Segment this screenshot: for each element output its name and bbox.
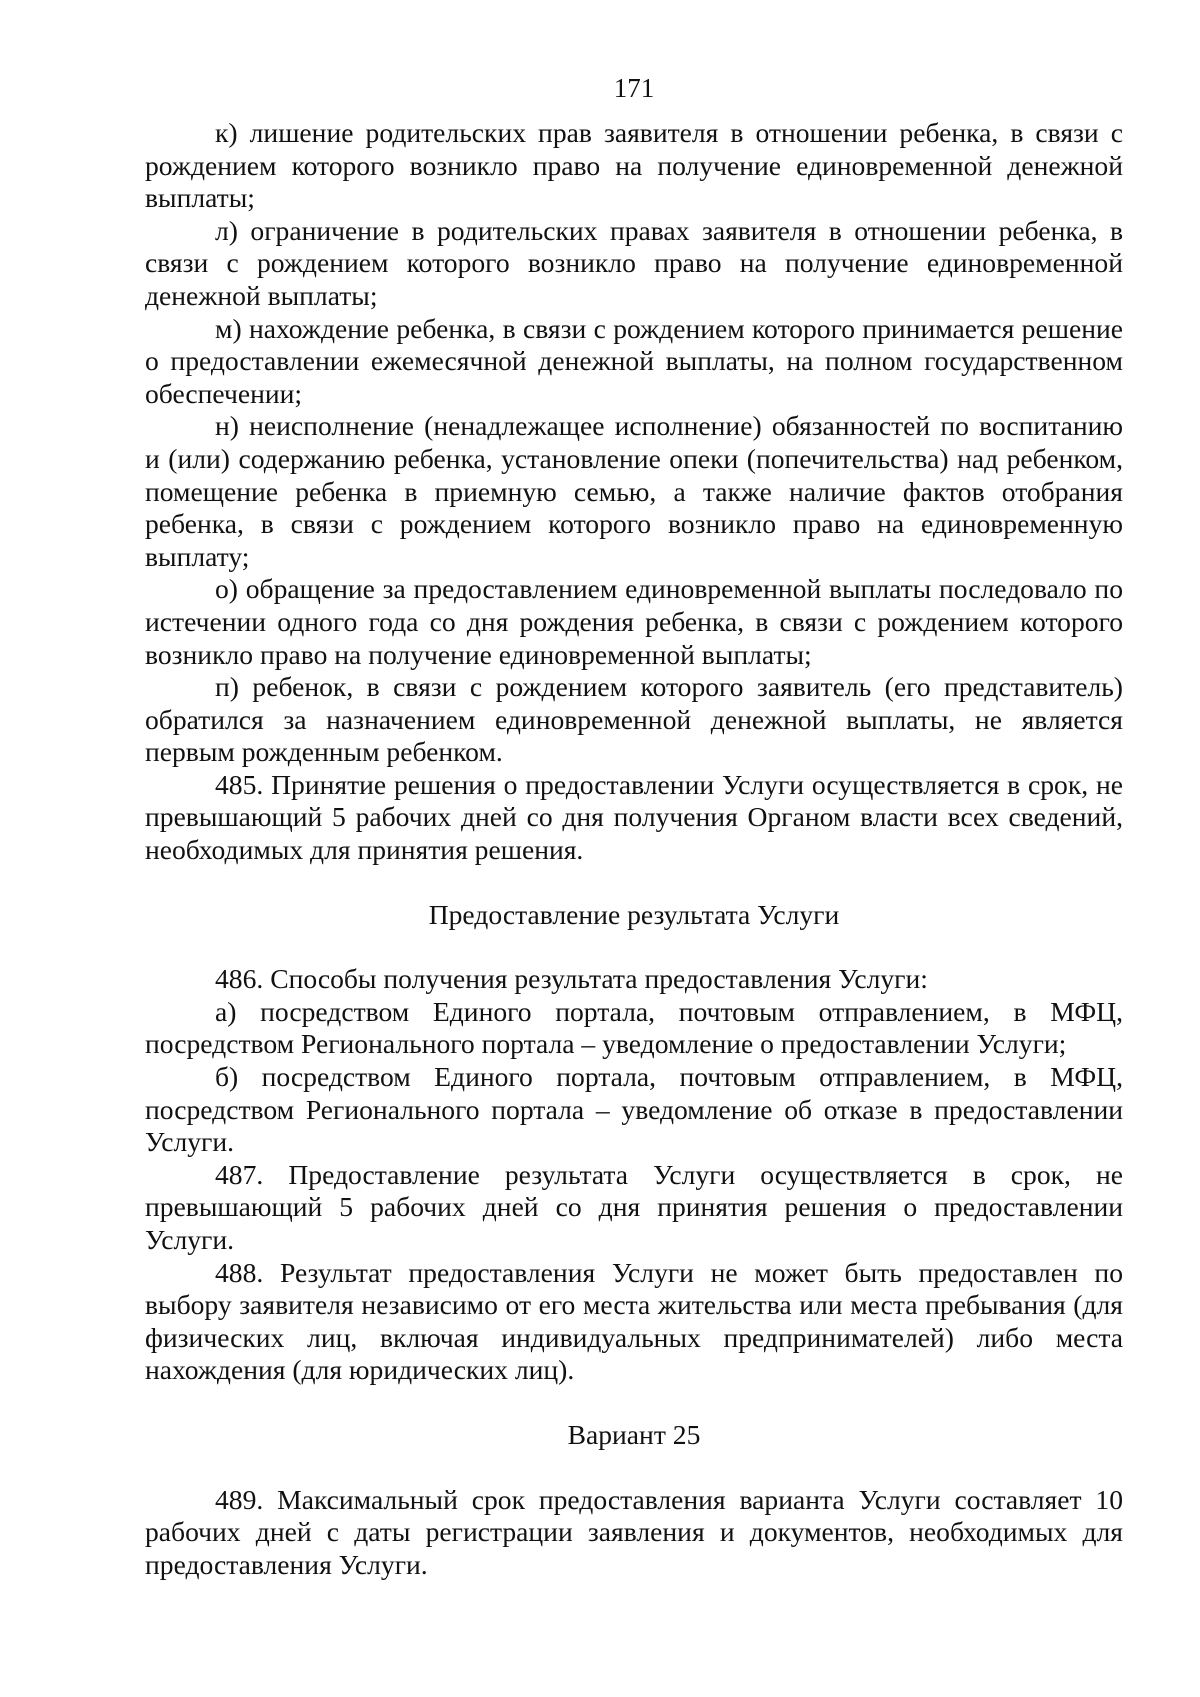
paragraph-item-p: п) ребенок, в связи с рождением которого заявитель (его представитель) обратился за назначением единовременной денежной выплаты, не является первым рожденным ребенком.: [145, 671, 1123, 768]
paragraph-item-n: н) неисполнение (ненадлежащее исполнение) обязанностей по воспитанию и (или) содержанию ребенка, установление опеки (попечительства) над ребенком, помещение ребенка в приемную семью, а также наличие фактов отобрания ребенка, в связи с рождением которого возникло право на единовременную выплату;: [145, 410, 1123, 572]
section-spacer: [145, 1452, 1123, 1484]
paragraph-486: 486. Способы получения результата предоставления Услуги:: [215, 963, 928, 995]
paragraph-item-o: о) обращение за предоставлением единовременной выплаты последовало по истечении одного года со дня рождения ребенка, в связи с рождением которого возникло право на получение единовременной выплаты;: [145, 573, 1123, 670]
paragraph-488: 488. Результат предоставления Услуги не может быть предоставлен по выбору заявителя независимо от его места жительства или места пребывания (для физических лиц, включая индивидуальных предпринимателей) либо места нахождения (для юридических лиц).: [145, 1256, 1123, 1386]
document-body: [145, 117, 1123, 1581]
paragraph-486-b: б) посредством Единого портала, почтовым отправлением, в МФЦ, посредством Регионального портала – уведомление об отказе в предоставлении Услуги.: [145, 1061, 1123, 1158]
section-heading-result: Предоставление результата Услуги: [428, 898, 840, 930]
section-spacer: [145, 867, 1123, 899]
paragraph-485: 485. Принятие решения о предоставлении Услуги осуществляется в срок, не превышающий 5 рабочих дней со дня получения Органом власти всех сведений, необходимых для принятия решения.: [145, 768, 1123, 866]
section-spacer: [145, 931, 1123, 963]
paragraph-486-a: а) посредством Единого портала, почтовым отправлением, в МФЦ, посредством Регионального портала – уведомление о предоставлении Услуги;: [145, 995, 1123, 1060]
paragraph-item-l: л) ограничение в родительских правах заявителя в отношении ребенка, в связи с рождением которого возникло право на получение единовременной денежной выплаты;: [145, 214, 1123, 311]
section-spacer: [145, 1387, 1123, 1419]
paragraph-489: 489. Максимальный срок предоставления варианта Услуги составляет 10 рабочих дней с даты регистрации заявления и документов, необходимых для предоставления Услуги.: [145, 1483, 1123, 1580]
page-number: 171: [613, 73, 655, 103]
paragraph-item-k: к) лишение родительских прав заявителя в отношении ребенка, в связи с рождением которого возникло право на получение единовременной денежной выплаты;: [145, 117, 1123, 214]
section-heading-variant: Вариант 25: [567, 1418, 701, 1450]
paragraph-487: 487. Предоставление результата Услуги осуществляется в срок, не превышающий 5 рабочих дней со дня принятия решения о предоставлении Услуги.: [145, 1158, 1123, 1255]
paragraph-item-m: м) нахождение ребенка, в связи с рождением которого принимается решение о предоставлении ежемесячной денежной выплаты, на полном государственном обеспечении;: [145, 312, 1123, 409]
